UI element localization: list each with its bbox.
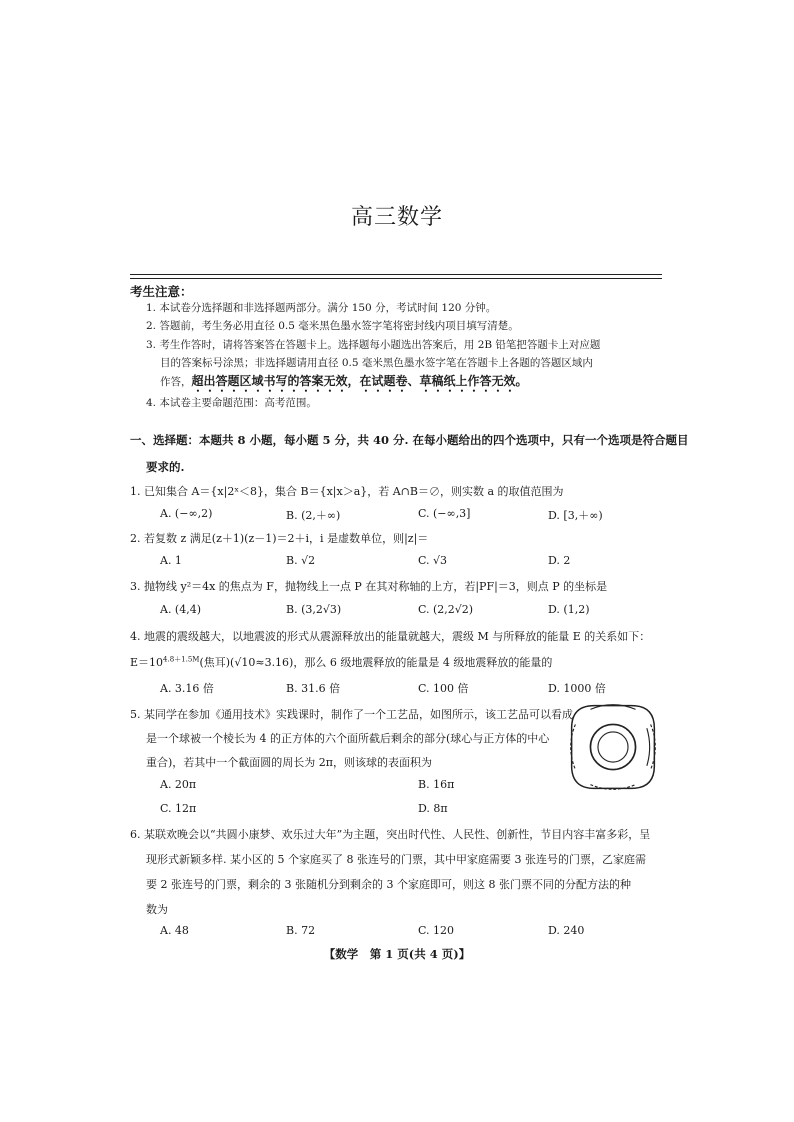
- q3-option-a: A. (4,4): [160, 603, 202, 616]
- page-footer: 【数学 第 1 页(共 4 页)】: [323, 947, 471, 961]
- notice-item-1: 1. 本试卷分选择题和非选择题两部分。满分 150 分，考试时间 120 分钟。: [146, 302, 497, 314]
- q4-option-c: C. 100 倍: [418, 682, 469, 695]
- section-heading-line2: 要求的.: [146, 460, 185, 474]
- question-6-line4: 数为: [146, 903, 168, 916]
- q1-option-c: C. (−∞,3]: [418, 507, 471, 520]
- question-5-line2: 是一个球被一个棱长为 4 的正方体的六个面所截后剩余的部分(球心与正方体的中心: [146, 732, 550, 745]
- energy-formula: E＝10: [130, 656, 164, 669]
- notice-warning: 超出答题区域书写的答案无效，在试题卷、草稿纸上作答无效。: [191, 374, 528, 388]
- page-title: 高三数学: [350, 205, 443, 230]
- notice-item-3: 3. 考生作答时，请将答案答在答题卡上。选择题每小题选出答案后，用 2B 铅笔把答题卡上对应题: [146, 339, 601, 351]
- question-6: 6. 某联欢晚会以“共圆小康梦、欢乐过大年”为主题，突出时代性、人民性、创新性，节目内容丰富多彩，呈: [130, 828, 651, 841]
- q4-option-b: B. 31.6 倍: [286, 682, 341, 695]
- question-4-line2: [130, 654, 552, 670]
- notice-item-3-line2: 目的答案标号涂黑；非选择题请用直径 0.5 毫米黑色墨水签字笔在答题卡上各题的答题区域内: [160, 357, 593, 369]
- question-6-line2: 现形式新颖多样. 某小区的 5 个家庭买了 8 张连号的门票，其中甲家庭需要 3 张连号的门票，乙家庭需: [146, 853, 646, 866]
- question-5: 5. 某同学在参加《通用技术》实践课时，制作了一个工艺品，如图所示，该工艺品可以看成: [130, 708, 573, 721]
- q3-option-b: B. (3,2√3): [286, 603, 342, 616]
- question-1: 1. 已知集合 A＝{x|2ˣ＜8}，集合 B＝{x|x＞a}，若 A∩B＝∅，则实数 a 的取值范围为: [130, 485, 564, 498]
- question-3: 3. 抛物线 y²＝4x 的焦点为 F，抛物线上一点 P 在其对称轴的上方，若|PF|＝3，则点 P 的坐标是: [130, 580, 608, 593]
- q6-option-b: B. 72: [286, 924, 316, 937]
- q1-option-b: B. (2,＋∞): [286, 509, 341, 522]
- notice-item-3-prefix: 作答，: [160, 376, 192, 388]
- q2-option-a: A. 1: [160, 554, 182, 567]
- q6-option-c: C. 120: [418, 924, 455, 937]
- truncated-sphere-figure: [566, 700, 660, 794]
- question-4: 4. 地震的震级越大，以地震波的形式从震源释放出的能量就越大，震级 M 与所释放的能量 E 的关系如下：: [130, 630, 651, 643]
- q1-option-d: D. [3,＋∞): [548, 509, 603, 522]
- q5-option-a: A. 20π: [160, 778, 197, 791]
- header-rule: [130, 274, 662, 275]
- q2-option-b: B. √2: [286, 554, 316, 567]
- q5-option-c: C. 12π: [160, 802, 197, 815]
- section-heading: 一、选择题：本题共 8 小题，每小题 5 分，共 40 分. 在每小题给出的四个选项中，只有一个选项是符合题目: [130, 433, 689, 447]
- header-rule: [130, 278, 662, 279]
- question-4-text: (焦耳)(√10≈3.16)，那么 6 级地震释放的能量是 4 级地震释放的能量的: [199, 656, 553, 669]
- question-2: 2. 若复数 z 满足(z＋1)(z－1)＝2＋i，i 是虚数单位，则|z|＝: [130, 532, 429, 545]
- notice-heading: 考生注意：: [130, 284, 193, 299]
- q1-option-a: A. (−∞,2): [160, 507, 213, 520]
- notice-item-4: 4. 本试卷主要命题范围：高考范围。: [146, 397, 317, 409]
- q6-option-a: A. 48: [160, 924, 189, 937]
- q6-option-d: D. 240: [548, 924, 585, 937]
- q5-option-d: D. 8π: [418, 802, 448, 815]
- notice-item-2: 2. 答题前，考生务必用直径 0.5 毫米黑色墨水签字笔将密封线内项目填写清楚。: [146, 320, 519, 332]
- q3-option-c: C. (2,2√2): [418, 603, 474, 616]
- notice-item-3-line3: [160, 374, 528, 395]
- q2-option-d: D. 2: [548, 554, 571, 567]
- q4-option-a: A. 3.16 倍: [160, 682, 214, 695]
- q2-option-c: C. √3: [418, 554, 448, 567]
- question-5-line3: 重合)，若其中一个截面圆的周长为 2π，则该球的表面积为: [146, 756, 433, 769]
- q3-option-d: D. (1,2): [548, 603, 590, 616]
- energy-exponent: 4.8＋1.5M: [163, 655, 200, 664]
- question-6-line3: 要 2 张连号的门票，剩余的 3 张随机分到剩余的 3 个家庭即可，则这 8 张门票不同的分配方法的种: [146, 878, 631, 891]
- q5-option-b: B. 16π: [418, 778, 455, 791]
- q4-option-d: D. 1000 倍: [548, 682, 606, 695]
